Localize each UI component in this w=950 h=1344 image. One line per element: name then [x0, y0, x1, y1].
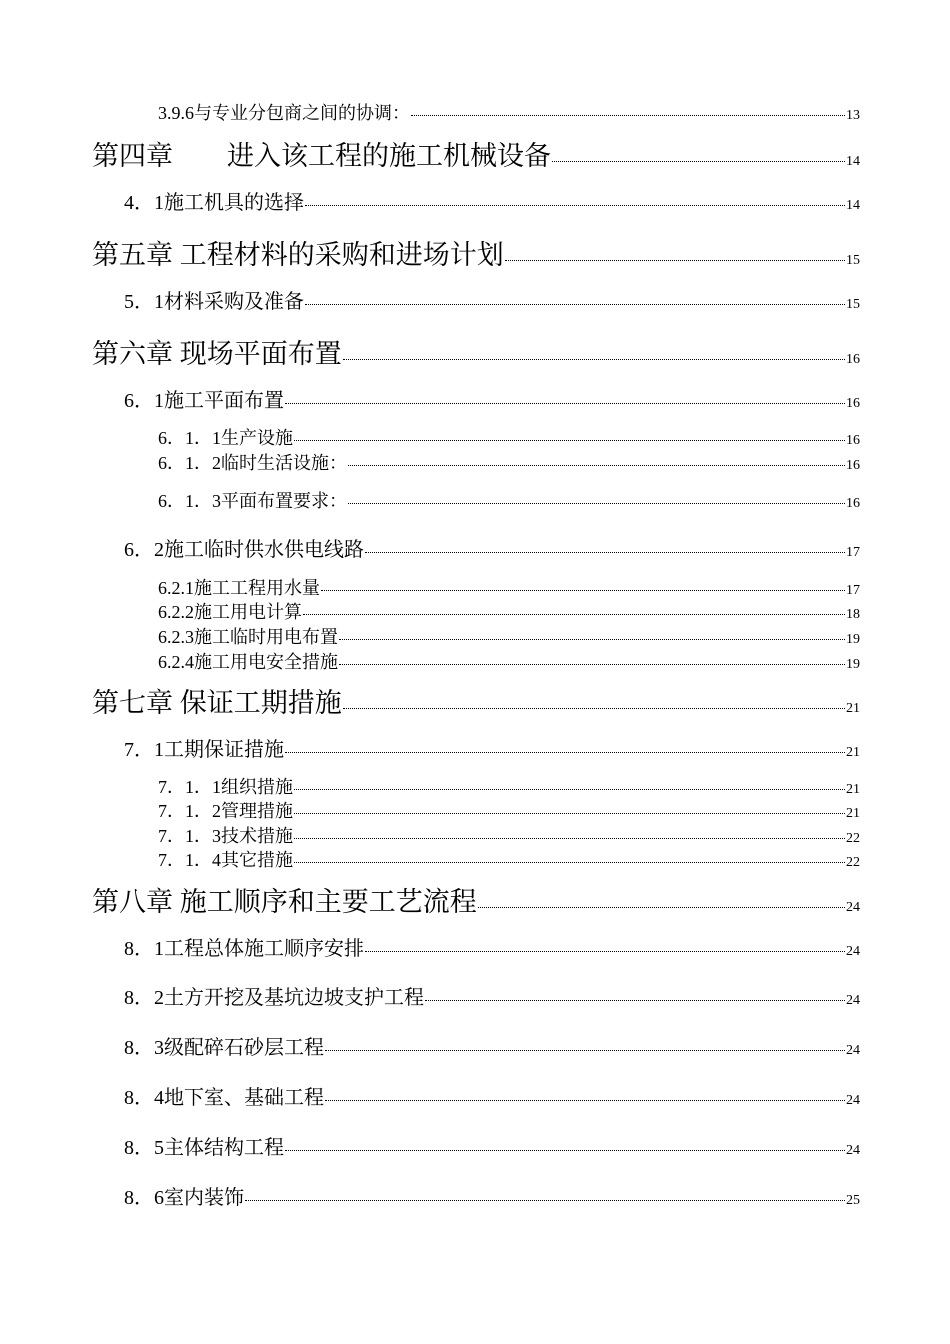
toc-page-number: 24	[846, 1093, 860, 1108]
toc-page-number: 24	[846, 1143, 860, 1158]
toc-dot-leader	[303, 613, 845, 615]
toc-dot-leader	[343, 707, 845, 709]
toc-page-number: 16	[846, 396, 860, 411]
toc-section-entry[interactable]	[158, 487, 860, 513]
toc-dot-leader	[478, 906, 845, 908]
toc-page-number: 18	[846, 607, 860, 622]
toc-page-number: 24	[846, 1043, 860, 1058]
toc-page-number: 19	[846, 657, 860, 672]
toc-dot-leader	[285, 751, 845, 753]
toc-section-entry[interactable]	[158, 598, 860, 624]
toc-entry-title: 6．1．1生产设施	[158, 428, 293, 448]
toc-section-entry[interactable]	[124, 384, 860, 413]
toc-page-number: 14	[846, 198, 860, 213]
toc-page-number: 17	[846, 583, 860, 598]
toc-page-number: 16	[846, 496, 860, 511]
toc-page-number: 21	[846, 782, 860, 797]
toc-entry-title: 5．1材料采购及准备	[124, 291, 304, 313]
toc-section-entry[interactable]	[124, 1081, 860, 1110]
toc-page-number: 15	[846, 253, 860, 268]
toc-section-entry[interactable]	[158, 846, 860, 872]
toc-dot-leader	[321, 589, 845, 591]
toc-entry-title: 6.2.1施工工程用水量	[158, 578, 320, 598]
toc-dot-leader	[411, 114, 845, 116]
toc-entry-title: 8．2土方开挖及基坑边坡支护工程	[124, 987, 424, 1009]
toc-dot-leader	[343, 358, 845, 360]
toc-entry-title: 6.2.4施工用电安全措施	[158, 652, 338, 672]
toc-dot-leader	[339, 638, 845, 640]
toc-chapter-entry[interactable]	[92, 681, 860, 720]
toc-page-number: 15	[846, 297, 860, 312]
toc-entry-title: 7．1．3技术措施	[158, 826, 293, 846]
toc-dot-leader	[245, 1199, 845, 1201]
toc-section-entry[interactable]	[158, 449, 860, 475]
toc-dot-leader	[365, 950, 845, 952]
toc-dot-leader	[425, 999, 845, 1001]
toc-page-number: 16	[846, 433, 860, 448]
toc-page-number: 13	[846, 108, 860, 123]
toc-page-number: 24	[846, 944, 860, 959]
toc-dot-leader	[348, 464, 845, 466]
toc-dot-leader	[348, 502, 845, 504]
toc-section-entry[interactable]	[158, 797, 860, 823]
toc-entry-title: 8．5主体结构工程	[124, 1137, 284, 1159]
toc-entry-title: 8．1工程总体施工顺序安排	[124, 938, 364, 960]
toc-dot-leader	[339, 663, 845, 665]
toc-entry-title: 7．1．4其它措施	[158, 850, 293, 870]
toc-entry-title: 第五章 工程材料的采购和进场计划	[92, 240, 504, 270]
toc-dot-leader	[294, 788, 845, 790]
toc-entry-title: 第七章 保证工期措施	[92, 688, 342, 718]
toc-chapter-entry[interactable]	[92, 880, 860, 919]
toc-page-number: 14	[846, 154, 860, 169]
toc-section-entry[interactable]	[124, 533, 860, 562]
toc-chapter-entry[interactable]	[92, 134, 860, 173]
toc-section-entry[interactable]	[158, 773, 860, 799]
toc-page-number: 22	[846, 831, 860, 846]
toc-dot-leader	[294, 812, 845, 814]
toc-page-number: 19	[846, 632, 860, 647]
toc-section-entry[interactable]	[158, 822, 860, 848]
toc-section-entry[interactable]	[158, 648, 860, 674]
toc-dot-leader	[305, 303, 845, 305]
toc-dot-leader	[365, 551, 845, 553]
toc-entry-title: 7．1工期保证措施	[124, 739, 284, 761]
toc-page-number: 24	[846, 993, 860, 1008]
toc-section-entry[interactable]	[124, 932, 860, 961]
toc-entry-title: 8．6室内装饰	[124, 1187, 244, 1209]
toc-entry-title: 7．1．1组织措施	[158, 777, 293, 797]
toc-chapter-entry[interactable]	[92, 332, 860, 371]
toc-section-entry[interactable]	[124, 1031, 860, 1060]
toc-section-entry[interactable]	[124, 981, 860, 1010]
toc-section-entry[interactable]	[158, 623, 860, 649]
toc-section-entry[interactable]	[124, 285, 860, 314]
toc-section-entry[interactable]	[124, 1181, 860, 1210]
toc-entry-title: 6．1施工平面布置	[124, 390, 284, 412]
toc-entry-title: 第六章 现场平面布置	[92, 339, 342, 369]
toc-section-entry[interactable]	[158, 424, 860, 450]
toc-page-number: 22	[846, 855, 860, 870]
toc-dot-leader	[505, 259, 845, 261]
toc-dot-leader	[325, 1099, 845, 1101]
toc-dot-leader	[294, 439, 845, 441]
toc-page-number: 21	[846, 701, 860, 716]
toc-dot-leader	[294, 837, 845, 839]
toc-entry-title: 8．3级配碎石砂层工程	[124, 1037, 324, 1059]
toc-entry-title: 8．4地下室、基础工程	[124, 1087, 324, 1109]
toc-page-number: 21	[846, 745, 860, 760]
toc-entry-title: 6．1．3平面布置要求：	[158, 491, 347, 511]
toc-page-number: 24	[846, 900, 860, 915]
toc-page-number: 16	[846, 352, 860, 367]
toc-dot-leader	[285, 402, 845, 404]
toc-section-entry[interactable]	[124, 733, 860, 762]
toc-entry-title: 7．1．2管理措施	[158, 801, 293, 821]
toc-section-entry[interactable]	[158, 574, 860, 600]
toc-entry-title: 4．1施工机具的选择	[124, 192, 304, 214]
toc-entry-title: 6.2.2施工用电计算	[158, 602, 302, 622]
toc-entry-title: 6．1．2临时生活设施：	[158, 453, 347, 473]
toc-entry-title: 3.9.6与专业分包商之间的协调：	[158, 103, 410, 123]
toc-dot-leader	[285, 1149, 845, 1151]
toc-section-entry[interactable]	[124, 186, 860, 215]
toc-dot-leader	[325, 1049, 845, 1051]
toc-section-entry[interactable]	[158, 99, 860, 125]
toc-dot-leader	[294, 861, 845, 863]
toc-page-number: 16	[846, 458, 860, 473]
toc-dot-leader	[305, 204, 845, 206]
toc-section-entry[interactable]	[124, 1131, 860, 1160]
toc-dot-leader	[552, 160, 845, 162]
toc-page-number: 17	[846, 545, 860, 560]
toc-entry-title: 第四章 进入该工程的施工机械设备	[92, 141, 551, 171]
toc-page-number: 21	[846, 806, 860, 821]
toc-entry-title: 6．2施工临时供水供电线路	[124, 539, 364, 561]
toc-chapter-entry[interactable]	[92, 233, 860, 272]
toc-page-number: 25	[846, 1193, 860, 1208]
toc-entry-title: 第八章 施工顺序和主要工艺流程	[92, 887, 477, 917]
toc-entry-title: 6.2.3施工临时用电布置	[158, 627, 338, 647]
